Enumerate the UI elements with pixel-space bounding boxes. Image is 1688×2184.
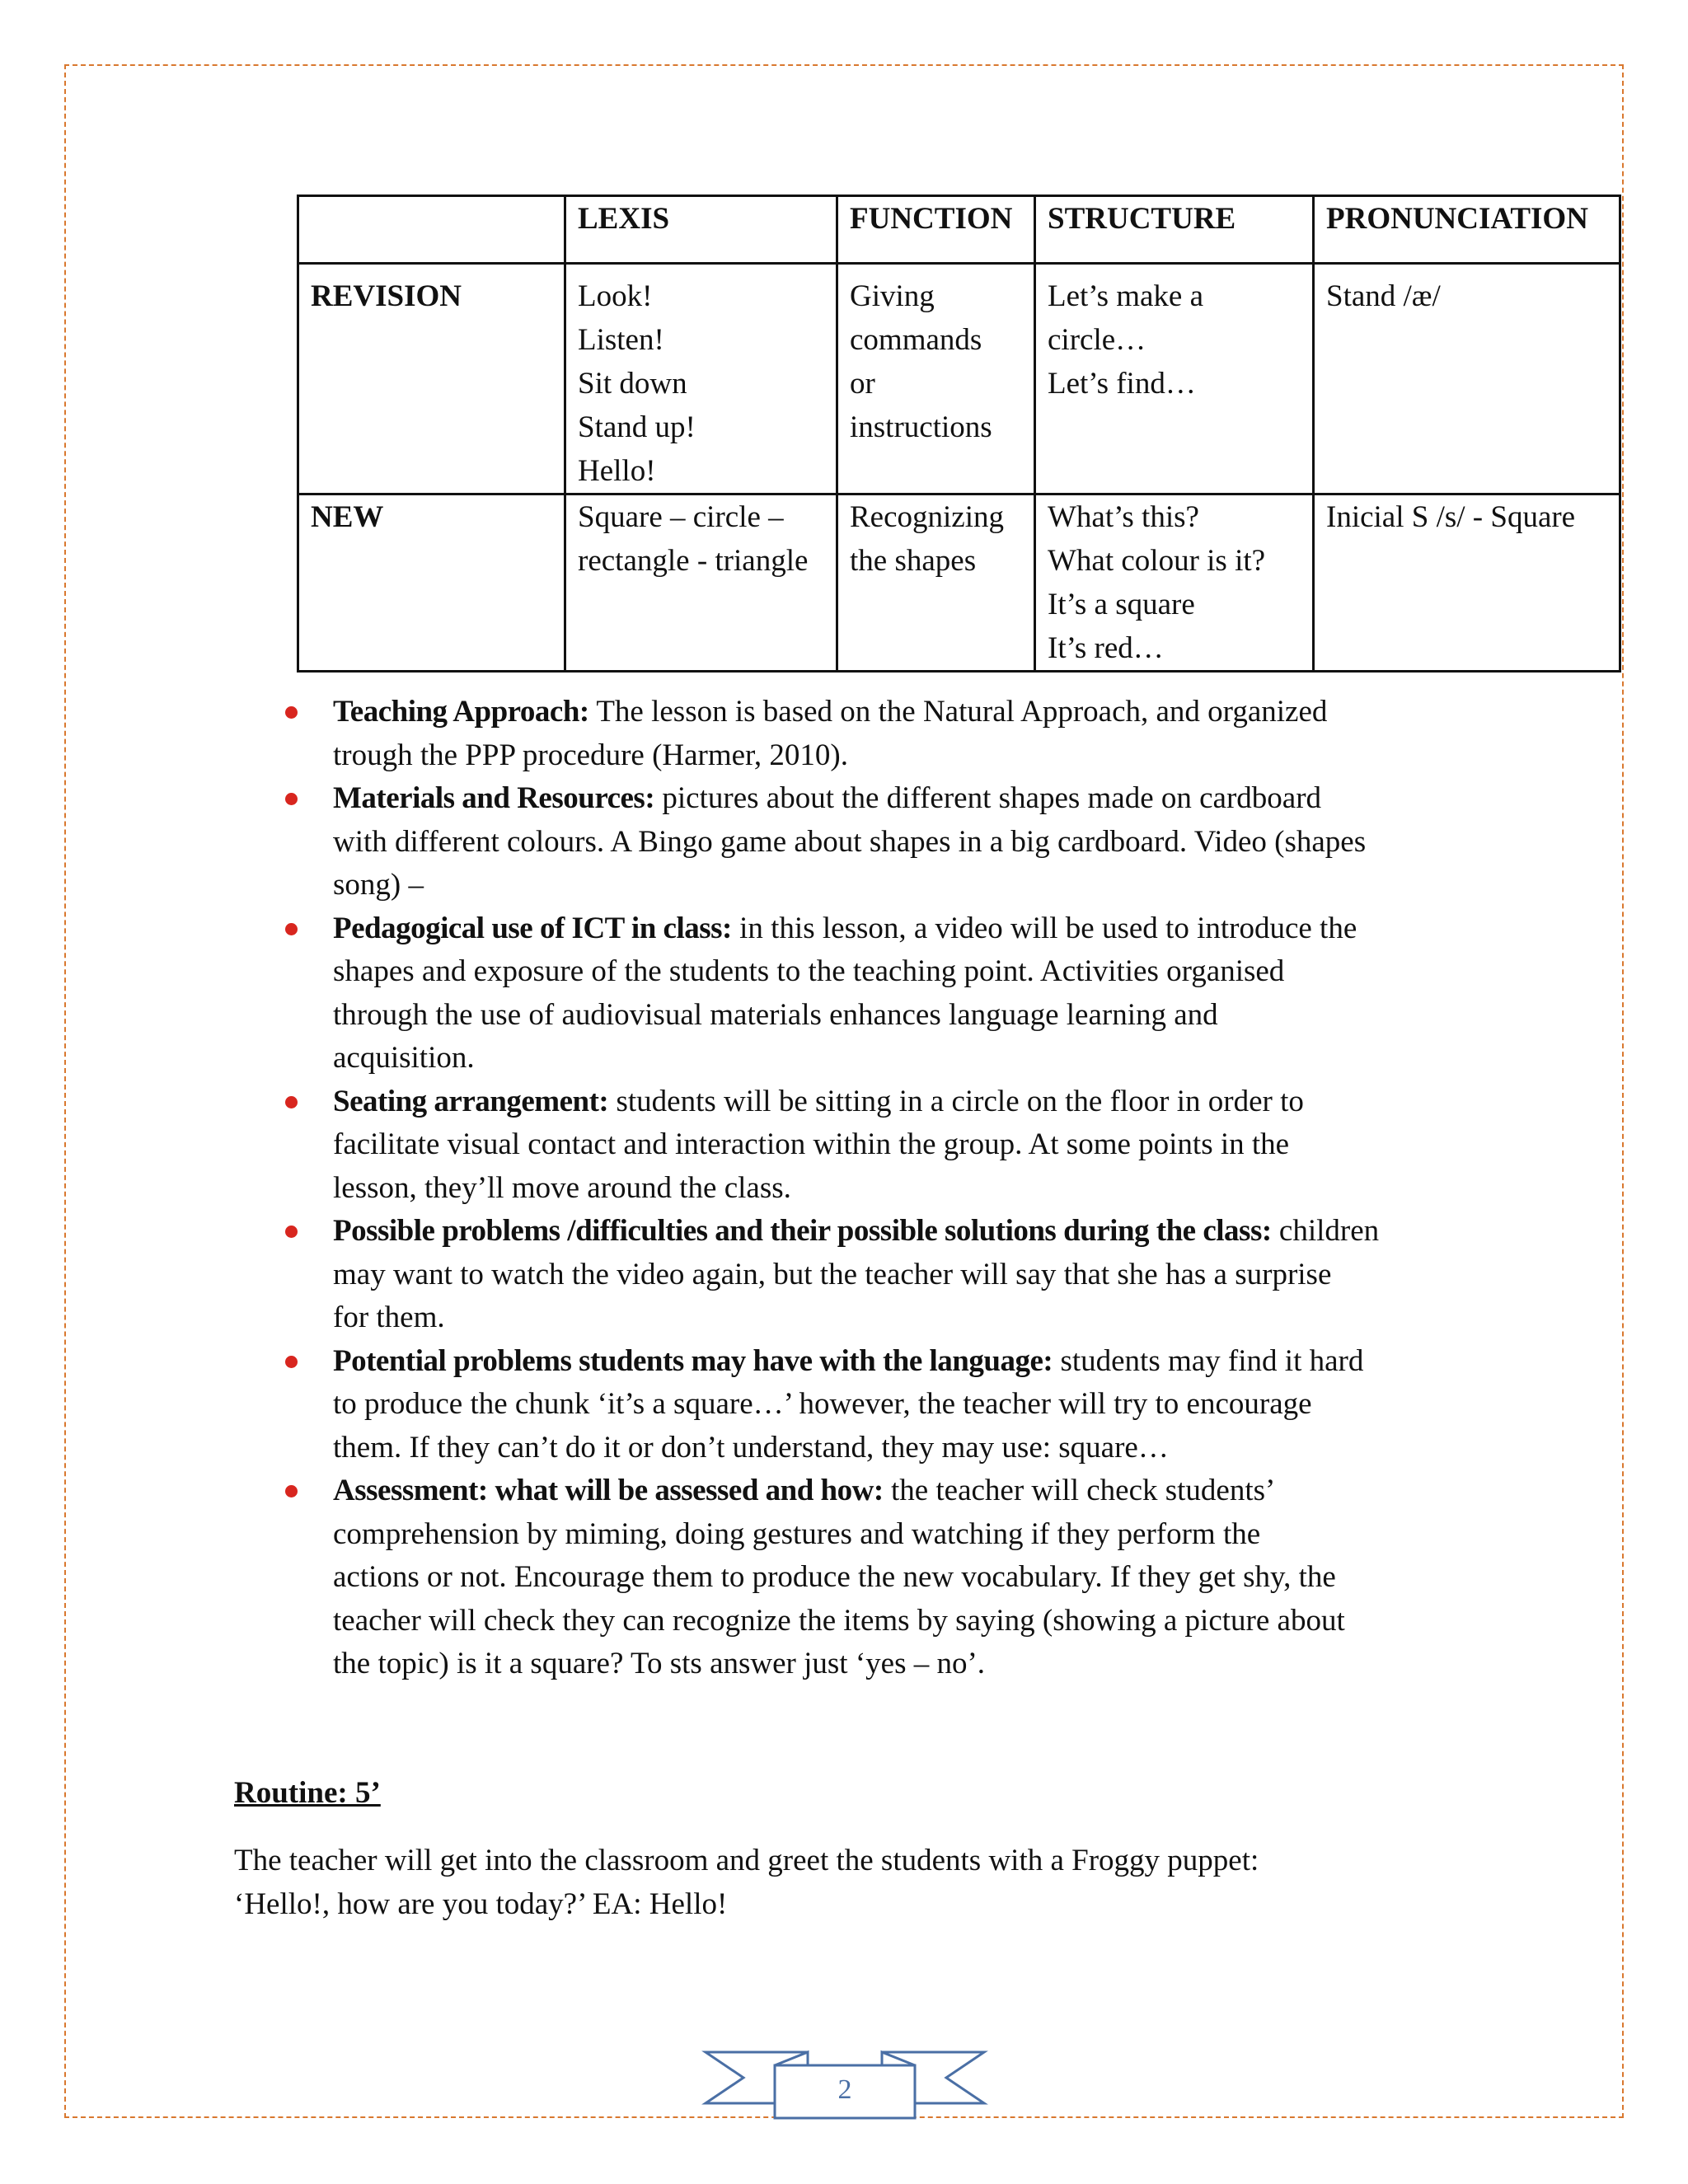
cell-line: Stand up! <box>578 410 696 444</box>
item-text: for them. <box>333 1301 445 1334</box>
list-item-materials <box>333 777 1487 907</box>
item-text: shapes and exposure of the students to the teaching point. Activities organised <box>333 954 1285 988</box>
table-row-new <box>298 494 1620 672</box>
item-text: comprehension by miming, doing gestures and watching if they perform the <box>333 1516 1261 1551</box>
cell-line: circle… <box>1048 323 1146 357</box>
table-header-blank <box>298 196 565 264</box>
list-item-seating <box>333 1080 1487 1211</box>
cell-line: the shapes <box>850 544 977 578</box>
bullet-icon <box>285 1096 298 1108</box>
paragraph-line: The teacher will get into the classroom and greet the students with a Froggy puppet: <box>234 1844 1259 1877</box>
item-text: children <box>1271 1214 1380 1248</box>
item-text: the teacher will check students’ <box>883 1474 1276 1507</box>
item-label: Assessment: what will be assessed and how: <box>333 1474 884 1507</box>
bullet-icon <box>285 793 298 805</box>
table-header-pronunciation: PRONUNCIATION <box>1314 196 1620 264</box>
function-cell <box>837 494 1035 672</box>
pronunciation-cell <box>1314 494 1620 672</box>
lexis-cell <box>565 494 837 672</box>
routine-paragraph <box>234 1840 1470 1926</box>
item-label: Pedagogical use of ICT in class: <box>333 911 732 945</box>
bullet-icon <box>285 706 298 719</box>
cell-line: Giving <box>850 279 935 313</box>
item-text: lesson, they’ll move around the class. <box>333 1170 791 1205</box>
item-text: facilitate visual contact and interaction within the group. At some points in the <box>333 1127 1290 1161</box>
item-text: pictures about the different shapes made on cardboard <box>654 781 1322 815</box>
table-header-lexis: LEXIS <box>565 196 837 264</box>
structure-cell <box>1035 494 1314 672</box>
list-item-teaching-approach <box>333 691 1487 777</box>
lexis-cell <box>565 264 837 494</box>
page-number: 2 <box>837 2074 852 2105</box>
list-item-assessment <box>333 1469 1487 1686</box>
function-cell <box>837 264 1035 494</box>
item-label: Teaching Approach: <box>333 695 589 729</box>
cell-line: What colour is it? <box>1048 544 1266 578</box>
row-label: NEW <box>298 494 565 672</box>
lesson-plan-table <box>297 194 1621 673</box>
table-header-function: FUNCTION <box>837 196 1035 264</box>
item-text: students may find it hard <box>1053 1343 1364 1378</box>
item-text: in this lesson, a video will be used to introduce the <box>731 911 1357 945</box>
pronunciation-cell <box>1314 264 1620 494</box>
cell-line: Square – circle – <box>578 500 784 534</box>
cell-line: instructions <box>850 410 992 444</box>
bullet-icon <box>285 1485 298 1497</box>
cell-line: Inicial S /s/ - Square <box>1326 500 1576 534</box>
item-text: the topic) is it a square? To sts answer just ‘yes – no’. <box>333 1647 986 1680</box>
cell-line: Hello! <box>578 454 656 488</box>
list-item-ict <box>333 907 1487 1080</box>
cell-line: or <box>850 367 875 401</box>
cell-line: Sit down <box>578 367 687 401</box>
item-text: with different colours. A Bingo game about shapes in a big cardboard. Video (shapes <box>333 824 1367 859</box>
item-label: Materials and Resources: <box>333 781 655 815</box>
bullet-icon <box>285 1226 298 1238</box>
cell-line: It’s a square <box>1048 588 1195 621</box>
cell-line: Look! <box>578 279 653 313</box>
item-text: students will be sitting in a circle on the floor in order to <box>608 1084 1304 1118</box>
item-text: teacher will check they can recognize the items by saying (showing a picture about <box>333 1603 1345 1638</box>
list-item-possible-problems <box>333 1210 1487 1340</box>
item-text: through the use of audiovisual materials enhances language learning and <box>333 997 1218 1032</box>
cell-line: rectangle - triangle <box>578 544 809 578</box>
item-text: acquisition. <box>333 1041 475 1075</box>
structure-cell <box>1035 264 1314 494</box>
item-label: Potential problems students may have with the language: <box>333 1343 1053 1378</box>
cell-line: Listen! <box>578 323 664 357</box>
list-item-language-problems <box>333 1340 1487 1470</box>
cell-line: Let’s find… <box>1048 367 1196 401</box>
table-header-structure: STRUCTURE <box>1035 196 1314 264</box>
item-text: The lesson is based on the Natural Approach, and organized <box>588 695 1328 729</box>
item-text: to produce the chunk ‘it’s a square…’ however, the teacher will try to encourage <box>333 1387 1312 1421</box>
cell-line: Let’s make a <box>1048 279 1204 313</box>
item-text: trough the PPP procedure (Harmer, 2010). <box>333 738 848 772</box>
bullet-icon <box>285 1356 298 1368</box>
bullet-icon <box>285 923 298 935</box>
table-header-row <box>298 196 1620 264</box>
lesson-details-list <box>333 691 1487 1686</box>
cell-line: Stand /æ/ <box>1326 279 1441 313</box>
item-text: may want to watch the video again, but the teacher will say that she has a surprise <box>333 1257 1332 1291</box>
row-label: REVISION <box>298 264 565 494</box>
item-text: actions or not. Encourage them to produce the new vocabulary. If they get shy, the <box>333 1560 1336 1594</box>
cell-line: It’s red… <box>1048 631 1164 665</box>
routine-heading: Routine: 5’ <box>234 1776 381 1810</box>
table-row-revision <box>298 264 1620 494</box>
item-label: Possible problems /difficulties and their possible solutions during the class: <box>333 1214 1272 1248</box>
cell-line: commands <box>850 323 982 357</box>
item-text: them. If they can’t do it or don’t understand, they may use: square… <box>333 1430 1169 1465</box>
cell-line: Recognizing <box>850 500 1005 534</box>
paragraph-line: ‘Hello!, how are you today?’ EA: Hello! <box>234 1886 728 1921</box>
item-text: song) – <box>333 868 424 902</box>
cell-line: What’s this? <box>1048 500 1199 534</box>
item-label: Seating arrangement: <box>333 1084 609 1118</box>
